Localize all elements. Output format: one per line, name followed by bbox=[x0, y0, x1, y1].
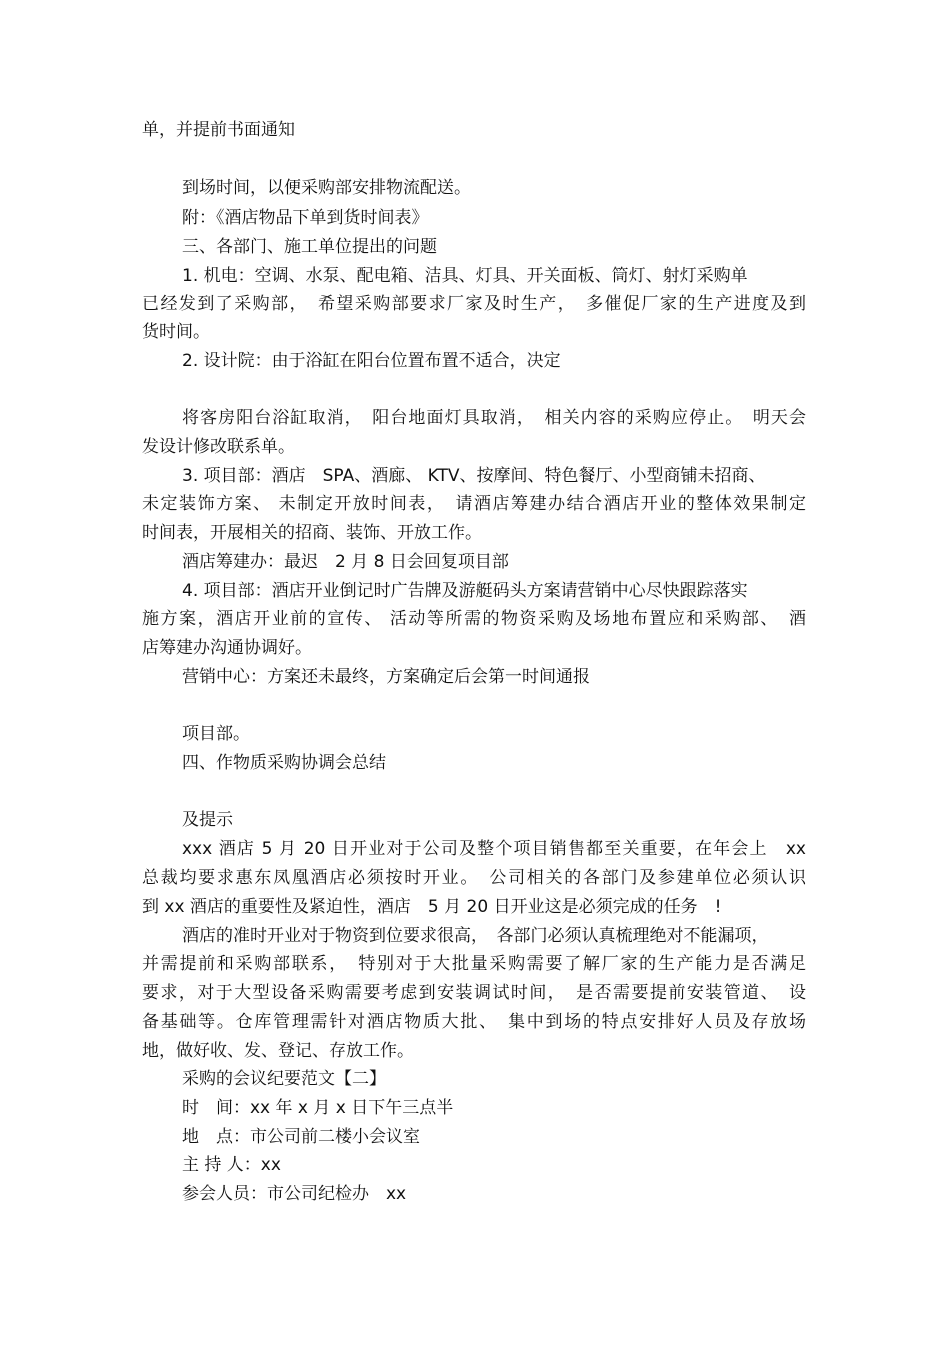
section-heading: 三、各部门、施工单位提出的问题 bbox=[182, 237, 437, 257]
text-line: 货时间。 bbox=[142, 322, 210, 342]
text-line: 酒店筹建办：最迟 2 月 8 日会回复项目部 bbox=[182, 552, 509, 572]
text-line: 到场时间，以便采购部安排物流配送。 bbox=[182, 178, 471, 198]
meeting-location: 地 点：市公司前二楼小会议室 bbox=[182, 1127, 420, 1147]
text-line: 时间表，开展相关的招商、装饰、开放工作。 bbox=[142, 523, 482, 543]
text-line: 施方案，酒店开业前的宣传、 活动等所需的物资采购及场地布置应和采购部、 酒 bbox=[142, 609, 806, 629]
text-line: 附：《酒店物品下单到货时间表》 bbox=[182, 208, 429, 228]
meeting-time: 时 间：xx 年 x 月 x 日下午三点半 bbox=[182, 1098, 454, 1118]
text-line: 店筹建办沟通协调好。 bbox=[142, 638, 312, 658]
text-line: 4. 项目部：酒店开业倒记时广告牌及游艇码头方案请营销中心尽快跟踪落实 bbox=[182, 581, 748, 601]
text-line: 1. 机电：空调、水泵、配电箱、洁具、灯具、开关面板、筒灯、射灯采购单 bbox=[182, 266, 748, 286]
text-line: 总裁均要求惠东凤凰酒店必须按时开业。 公司相关的各部门及参建单位必须认识 bbox=[142, 868, 806, 888]
section-heading: 采购的会议纪要范文【二】 bbox=[182, 1069, 386, 1089]
text-line: 将客房阳台浴缸取消， 阳台地面灯具取消， 相关内容的采购应停止。 明天会 bbox=[182, 408, 806, 428]
text-line: 项目部。 bbox=[182, 724, 250, 744]
text-line: 3. 项目部：酒店 SPA、酒廊、 KTV、按摩间、特色餐厅、小型商铺未招商、 bbox=[182, 466, 766, 486]
text-line: 并需提前和采购部联系， 特别对于大批量采购需要了解厂家的生产能力是否满足 bbox=[142, 954, 806, 974]
meeting-host: 主 持 人：xx bbox=[182, 1155, 281, 1175]
text-line: 及提示 bbox=[182, 810, 233, 830]
meeting-attendees: 参会人员：市公司纪检办 xx bbox=[182, 1184, 407, 1204]
text-line: 发设计修改联系单。 bbox=[142, 437, 295, 457]
text-line: 已经发到了采购部， 希望采购部要求厂家及时生产， 多催促厂家的生产进度及到 bbox=[142, 294, 806, 314]
text-line: 备基础等。仓库管理需针对酒店物质大批、 集中到场的特点安排好人员及存放场 bbox=[142, 1012, 806, 1032]
text-line: 地，做好收、发、登记、存放工作。 bbox=[142, 1041, 414, 1061]
text-line: xxx 酒店 5 月 20 日开业对于公司及整个项目销售都至关重要，在年会上 xx bbox=[182, 839, 806, 859]
section-heading: 四、作物质采购协调会总结 bbox=[182, 753, 386, 773]
text-line: 未定装饰方案、 未制定开放时间表， 请酒店筹建办结合酒店开业的整体效果制定 bbox=[142, 494, 806, 514]
text-line: 营销中心：方案还未最终，方案确定后会第一时间通报 bbox=[182, 667, 590, 687]
text-line: 2. 设计院：由于浴缸在阳台位置布置不适合，决定 bbox=[182, 351, 561, 371]
text-line: 酒店的准时开业对于物资到位要求很高， 各部门必须认真梳理绝对不能漏项， bbox=[182, 926, 769, 946]
text-line: 单，并提前书面通知 bbox=[142, 120, 295, 140]
text-line: 要求，对于大型设备采购需要考虑到安装调试时间， 是否需要提前安装管道、 设 bbox=[142, 983, 806, 1003]
text-line: 到 xx 酒店的重要性及紧迫性，酒店 5 月 20 日开业这是必须完成的任务 ! bbox=[142, 897, 722, 917]
